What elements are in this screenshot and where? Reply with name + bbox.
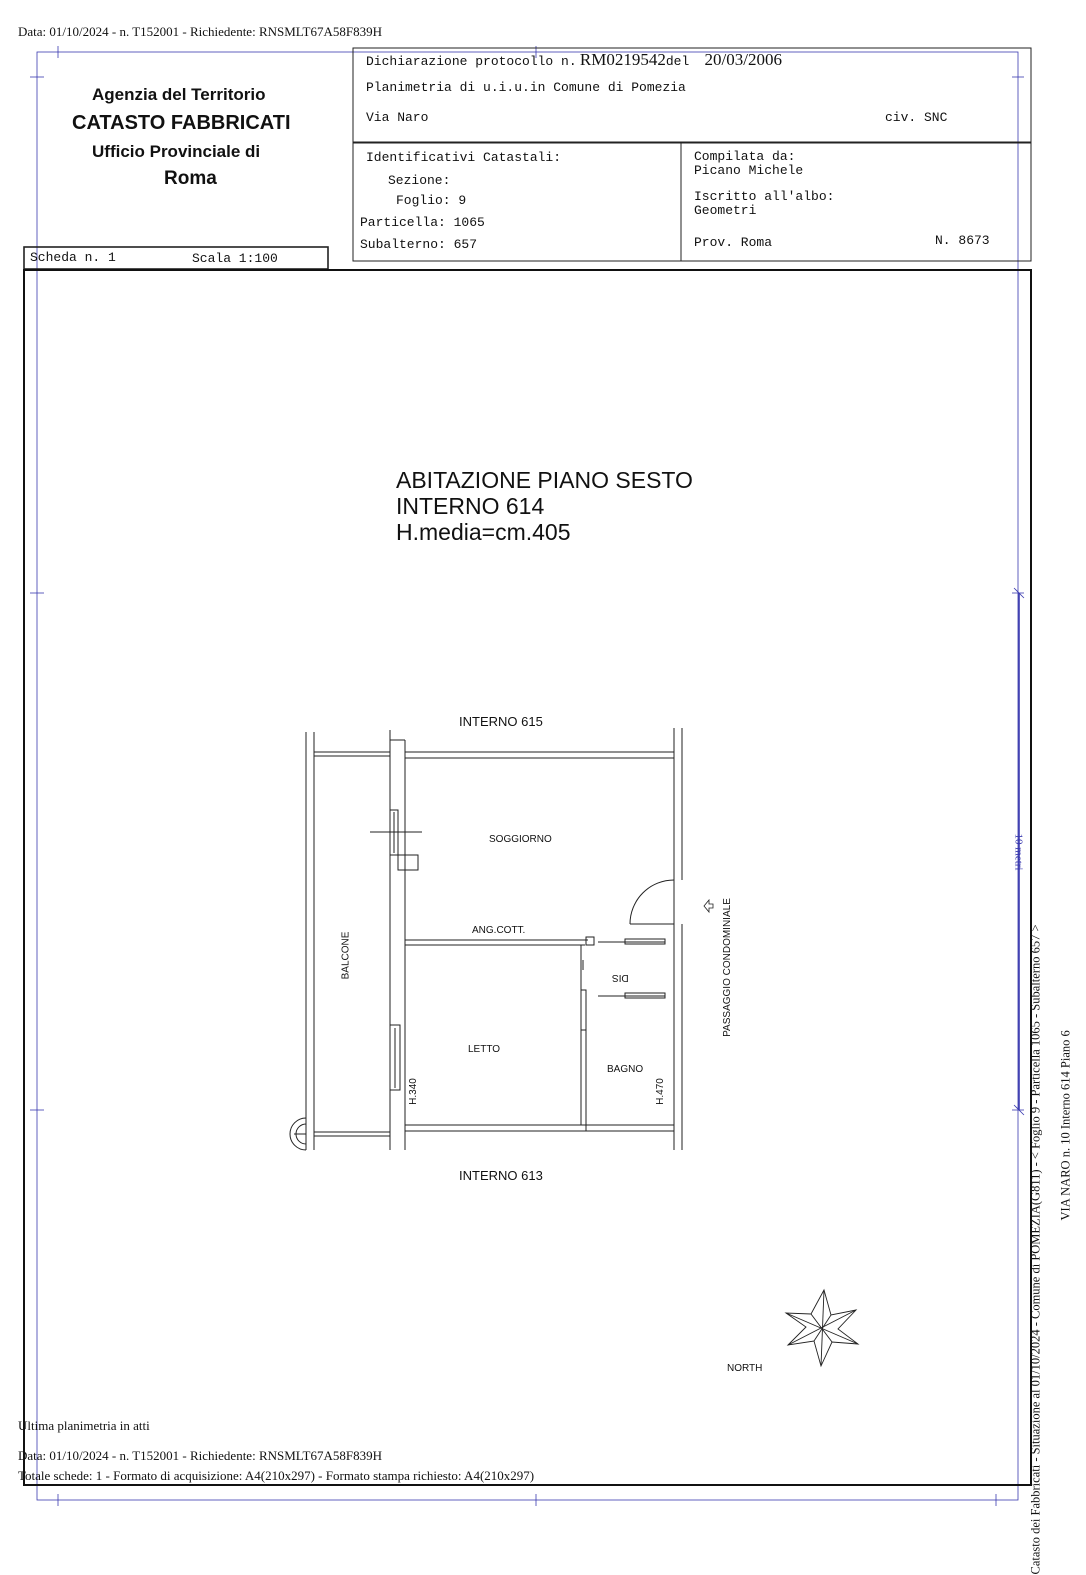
label-bagno: BAGNO: [607, 1064, 644, 1075]
scheda-number: Scheda n. 1: [30, 250, 116, 265]
plan-title-line2: INTERNO 614: [396, 493, 545, 519]
north-compass-icon: [786, 1290, 858, 1366]
label-north: NORTH: [727, 1363, 763, 1374]
sheet-border: [24, 270, 1031, 1485]
identifier-foglio: Foglio: 9: [396, 193, 467, 208]
label-interno-615: INTERNO 615: [459, 714, 543, 729]
blue-registration-frame: [30, 46, 1024, 1506]
label-passaggio-condominiale: PASSAGGIO CONDOMINIALE: [721, 898, 733, 1037]
plan-title-line1: ABITAZIONE PIANO SESTO: [396, 467, 693, 493]
office-city: Roma: [164, 168, 217, 189]
side-address-line: VIA NARO n. 10 Interno 614 Piano 6: [1058, 1030, 1073, 1221]
office-label: Ufficio Provinciale di: [92, 142, 261, 161]
scale: Scala 1:100: [192, 251, 278, 266]
albo-value: Geometri: [694, 203, 757, 218]
identifier-subalterno: Subalterno: 657: [360, 237, 478, 252]
footer-totale: Totale schede: 1 - Formato di acquisizione: A4(210x297) - Formato stampa richiesto: A4(210x297): [18, 1468, 535, 1483]
declaration-date: 20/03/2006: [704, 50, 782, 69]
province: Prov. Roma: [694, 235, 773, 250]
civic-number: civ. SNC: [885, 110, 948, 125]
catasto-title: CATASTO FABBRICATI: [72, 112, 291, 134]
label-h470: H.470: [654, 1078, 666, 1105]
albo-label: Iscritto all'albo:: [694, 189, 835, 204]
plan-title-line3: H.media=cm.405: [396, 519, 571, 545]
identifier-sezione: Sezione:: [388, 173, 451, 188]
label-ang-cott: ANG.COTT.: [472, 925, 526, 936]
declaration-number: RM0219542: [579, 50, 666, 69]
footer-ultima: Ultima planimetria in atti: [18, 1418, 150, 1433]
identifiers-title: Identificativi Catastali:: [366, 150, 562, 165]
label-balcone: BALCONE: [340, 931, 352, 980]
address-line: Via Naro: [366, 110, 429, 125]
label-letto: LETTO: [468, 1044, 501, 1055]
declaration-line: [366, 50, 782, 70]
label-h340: H.340: [407, 1078, 419, 1105]
declaration-label: Dichiarazione protocollo n.: [366, 54, 577, 69]
compiler-name: Picano Michele: [694, 163, 804, 178]
identifier-particella: Particella: 1065: [360, 215, 485, 230]
planimetria-line: Planimetria di u.i.u.in Comune di Pomezia: [366, 80, 686, 95]
footer-data-line: Data: 01/10/2024 - n. T152001 - Richiedente: RNSMLT67A58F839H: [18, 1448, 382, 1463]
scale-mark: 10 metri: [1012, 833, 1025, 871]
header-request-line: Data: 01/10/2024 - n. T152001 - Richiedente: RNSMLT67A58F839H: [18, 24, 382, 39]
label-interno-613: INTERNO 613: [459, 1168, 543, 1183]
agency-name: Agenzia del Territorio: [92, 85, 266, 104]
declaration-del: del: [665, 54, 690, 69]
side-catasto-line: Catasto dei Fabbricati - Situazione al 01/10/2024 - Comune di POMEZIA(G811) - < Foglio 9 - Particella 1065 - Subalterno 657 >: [1028, 924, 1043, 1575]
compiler-label: Compilata da:: [694, 149, 796, 164]
plan-title: [396, 467, 693, 545]
label-dis: DIS: [612, 972, 629, 983]
label-soggiorno: SOGGIORNO: [489, 834, 552, 845]
registration-number: N. 8673: [935, 233, 990, 248]
entry-arrow-icon: [704, 900, 713, 912]
